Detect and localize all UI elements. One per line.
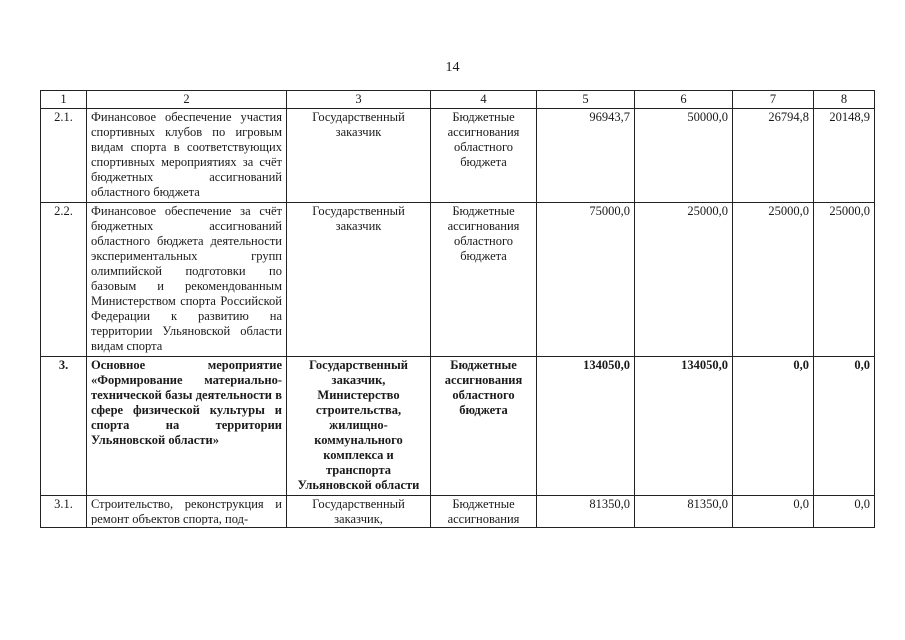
- row-source: Бюджетные ассигнования: [447, 497, 520, 525]
- header-cell: 7: [733, 91, 814, 109]
- row-description: Основное мероприятие «Формирование материально-технической базы деятельности в сфере физической культуры и спорта на территории Ульяновской области»: [87, 357, 287, 496]
- row-number: 2.1.: [41, 109, 87, 203]
- row-description: Финансовое обеспечение участия спортивных клубов по игровым видам спорта в соответствующих спортивных мероприятиях за счёт бюджетных ассигнований областного бюджета: [87, 109, 287, 203]
- row-value-7: 26794,8: [733, 109, 814, 203]
- header-cell: 3: [287, 91, 431, 109]
- header-cell: 1: [41, 91, 87, 109]
- header-cell: 4: [431, 91, 537, 109]
- row-value-7: 25000,0: [733, 203, 814, 357]
- row-value-6: 50000,0: [635, 109, 733, 203]
- row-description: Строительство, реконструкция и ремонт объектов спорта, под-: [91, 497, 282, 525]
- row-value-6: 134050,0: [635, 357, 733, 496]
- row-value-6: 81350,0: [635, 496, 733, 528]
- row-number: 3.: [41, 357, 87, 496]
- row-number: 2.2.: [41, 203, 87, 357]
- row-customer: Государственный заказчик: [287, 109, 431, 203]
- row-value-8: 25000,0: [814, 203, 875, 357]
- row-value-8: 0,0: [814, 357, 875, 496]
- row-value-7: 0,0: [733, 496, 814, 528]
- table-row: [41, 203, 875, 357]
- row-customer: Государственный заказчик: [287, 203, 431, 357]
- row-value-5: 75000,0: [537, 203, 635, 357]
- row-value-7: 0,0: [733, 357, 814, 496]
- header-cell: 8: [814, 91, 875, 109]
- row-value-5: 81350,0: [537, 496, 635, 528]
- row-source: Бюджетные ассигнования областного бюджета: [431, 109, 537, 203]
- row-number: 3.1.: [41, 496, 87, 528]
- header-cell: 2: [87, 91, 287, 109]
- row-customer: Государственный заказчик, Министерство строительства, жилищно-коммунального комплекса и транспорта Ульяновской области: [287, 357, 431, 496]
- row-value-5: 96943,7: [537, 109, 635, 203]
- row-value-5: 134050,0: [537, 357, 635, 496]
- table-row: [41, 357, 875, 496]
- header-cell: 5: [537, 91, 635, 109]
- header-cell: 6: [635, 91, 733, 109]
- budget-table: [40, 90, 875, 528]
- page-number: 14: [445, 60, 460, 75]
- row-value-8: 20148,9: [814, 109, 875, 203]
- row-value-6: 25000,0: [635, 203, 733, 357]
- row-customer: Государственный заказчик,: [312, 497, 405, 525]
- table-row: [41, 109, 875, 203]
- row-value-8: 0,0: [814, 496, 875, 528]
- row-source: Бюджетные ассигнования областного бюджета: [431, 357, 537, 496]
- row-source: Бюджетные ассигнования областного бюджета: [431, 203, 537, 357]
- row-description: Финансовое обеспечение за счёт бюджетных ассигнований областного бюджета деятельности экспериментальных групп олимпийской подготовки по базовым и рекомендованным Министерством спорта Российской Федерации к развитию на территории Ульяновской области видам спорта: [87, 203, 287, 357]
- table-row: [41, 496, 875, 528]
- header-row: [41, 91, 875, 109]
